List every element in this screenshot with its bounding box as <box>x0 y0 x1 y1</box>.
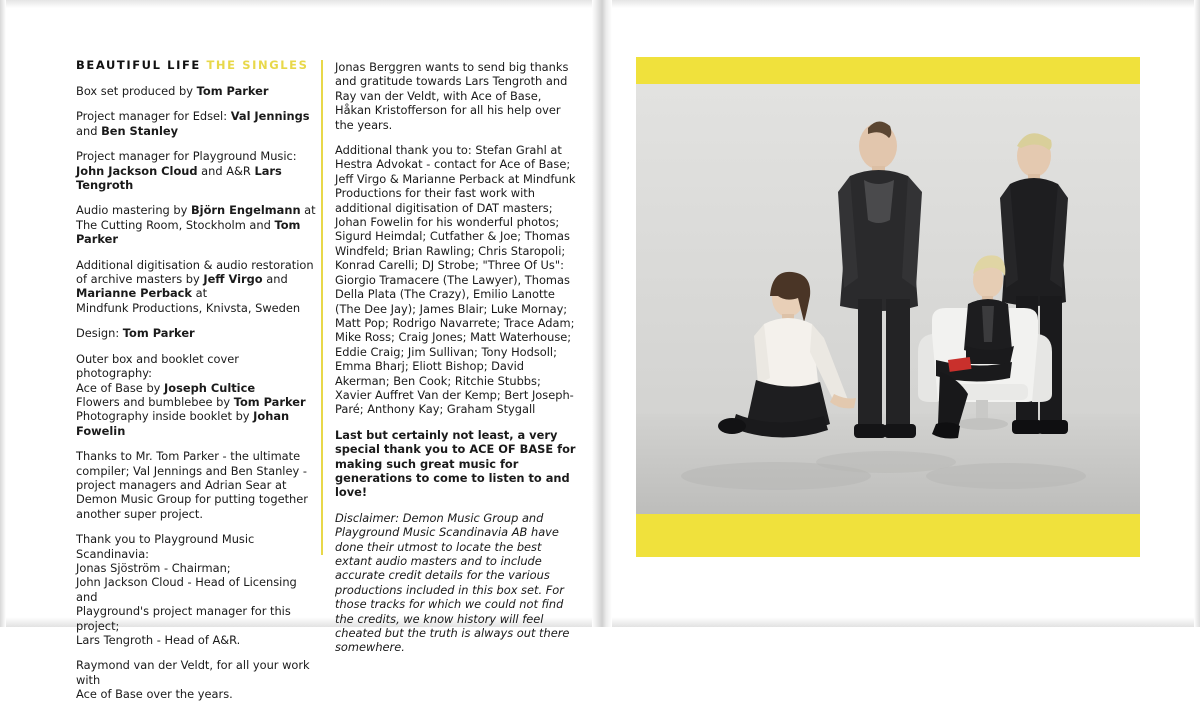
credits-column-left <box>76 84 316 702</box>
credits-column-right <box>335 60 580 655</box>
thanks-intro: Jonas Berggren wants to send big thanks and gratitude towards Lars Tengroth and Ray van der Veldt, with Ace of Base, Håkan Kristofferson for all his help over the years. <box>335 60 569 132</box>
page-title <box>76 58 309 72</box>
credit-line: Box set produced by Tom Parker <box>76 84 269 98</box>
band-photo <box>636 84 1140 514</box>
band-photo-illustration <box>636 84 1140 514</box>
credit-line: Thanks to Mr. Tom Parker - the ultimate compiler; Val Jennings and Ben Stanley - project managers and Adrian Sear at Demon Music Group for putting together another super project. <box>76 449 308 521</box>
right-page <box>612 0 1200 627</box>
column-divider <box>321 60 323 555</box>
title-main: BEAUTIFUL LIFE <box>76 58 201 72</box>
credit-line: Project manager for Playground Music: John Jackson Cloud and A&R Lars Tengroth <box>76 149 297 193</box>
disclaimer: Disclaimer: Demon Music Group and Playground Music Scandinavia AB have done their utmost to locate the best extant audio masters and to include accurate credit details for the various productions included in this box set. For those tracks for which we could not find the credits, we know history will feel cheated but the truth is always out there somewhere. <box>335 510 570 655</box>
credit-line: Additional digitisation & audio restoration of archive masters by Jeff Virgo and Marianne Perback at Mindfunk Productions, Knivsta, Sweden <box>76 257 314 315</box>
credit-line: Project manager for Edsel: Val Jennings and Ben Stanley <box>76 109 310 138</box>
credit-line: Thank you to Playground Music Scandinavia: Jonas Sjöström - Chairman; John Jackson Cloud - Head of Licensing and Playground's project manager for this project; Lars Tengroth - Head of A&R. <box>76 532 297 647</box>
title-accent: THE SINGLES <box>206 58 309 72</box>
thanks-additional: Additional thank you to: Stefan Grahl at Hestra Advokat - contact for Ace of Base; Jeff Virgo & Marianne Perback at Mindfunk Productions for their fast work with additional digitisation of DAT masters; Johan Fowelin for his wonderful photos; Sigurd Heimdal; Cutfather & Joe; Thomas Windfeld; Brian Rawling; Chris Staropoli; Konrad Carelli; DJ Strobe; "Three Of Us": Giorgio Tramacere (The Lawyer), Thomas Della Plata (The Crazy), Emilio Lanotte (The Dee Jay); James Blair; Luke Mornay; Matt Pop; Rodrigo Navarrete; Trace Adam; Mike Ross; Craig Jones; Matt Waterhouse; Eddie Craig; Jim Sullivan; Tony Hodsoll; Emma Bharj; Eliott Bishop; David Akerman; Ben Cook; Ritchie Stubbs; Xavier Auffret Van der Kemp; Bert Joseph-Paré; Anthony Kay; Graham Stygall <box>335 143 576 417</box>
left-page <box>0 0 592 702</box>
credit-line: Design: Tom Parker <box>76 326 195 341</box>
credit-line: Outer box and booklet cover photography: Ace of Base by Joseph Cultice Flowers and bumblebee by Tom Parker Photography inside booklet by Johan Fowelin <box>76 351 306 438</box>
credit-line: Audio mastering by Björn Engelmann at The Cutting Room, Stockholm and Tom Parker <box>76 203 316 247</box>
credit-line: Raymond van der Veldt, for all your work with Ace of Base over the years. <box>76 658 310 702</box>
closing-thanks: Last but certainly not least, a very special thank you to ACE OF BASE for making such great music for generations to come to listen to and love! <box>335 427 576 500</box>
booklet-gutter <box>592 0 612 627</box>
